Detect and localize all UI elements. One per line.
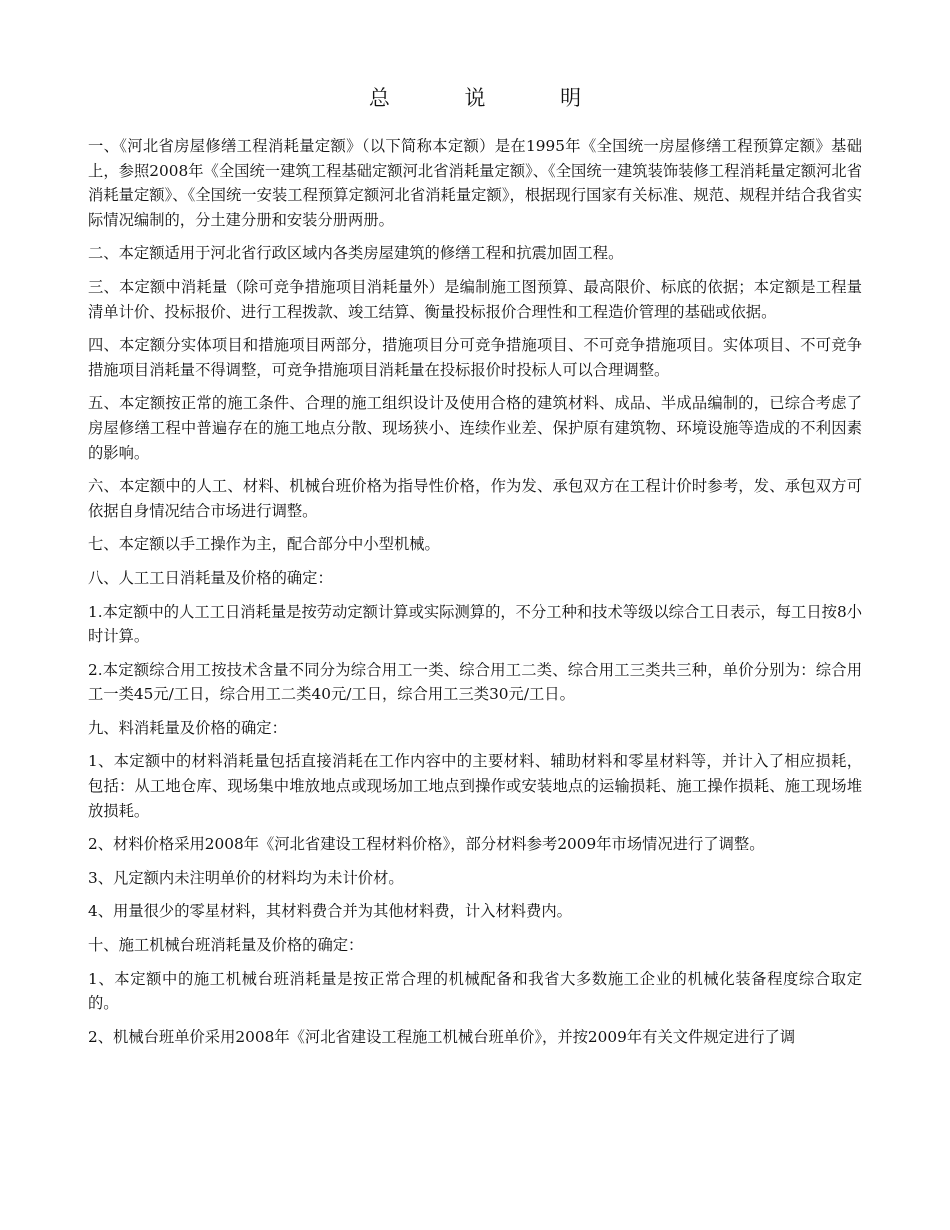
paragraph-9: 1.本定额中的人工工日消耗量是按劳动定额计算或实际测算的，不分工种和技术等级以综合工日表示，每工日按8小时计算。 xyxy=(88,602,862,646)
paragraph-15: 4、用量很少的零星材料，其材料费合并为其他材料费，计入材料费内。 xyxy=(88,902,572,921)
paragraph-10: 2.本定额综合用工按技术含量不同分为综合用工一类、综合用工二类、综合用工三类共三种，单价分别为：综合用工一类45元/工日，综合用工二类40元/工日，综合用工三类30元/工日。 xyxy=(88,660,862,704)
paragraph-14: 3、凡定额内未注明单价的材料均为未计价材。 xyxy=(88,868,404,887)
paragraph-7: 七、本定额以手工操作为主，配合部分中小型机械。 xyxy=(88,535,440,554)
paragraph-13: 2、材料价格采用2008年《河北省建设工程材料价格》，部分材料参考2009年市场情况进行了调整。 xyxy=(88,835,765,854)
paragraph-2: 二、本定额适用于河北省行政区域内各类房屋建筑的修缮工程和抗震加固工程。 xyxy=(88,244,624,263)
paragraph-4: 四、本定额分实体项目和措施项目两部分，措施项目分可竞争措施项目、不可竞争措施项目。实体项目、不可竞争措施项目消耗量不得调整，可竞争措施项目消耗量在投标报价时投标人可以合理调整。 xyxy=(88,336,862,379)
paragraph-16: 十、施工机械台班消耗量及价格的确定： xyxy=(88,936,364,955)
paragraph-8: 八、人工工日消耗量及价格的确定： xyxy=(88,568,333,587)
paragraph-18: 2、机械台班单价采用2008年《河北省建设工程施工机械台班单价》，并按2009年有关文件规定进行了调 xyxy=(88,1027,796,1046)
paragraph-11: 九、料消耗量及价格的确定： xyxy=(88,718,287,737)
paragraph-5: 五、本定额按正常的施工条件、合理的施工组织设计及使用合格的建筑材料、成品、半成品编制的，已综合考虑了房屋修缮工程中普遍存在的施工地点分散、现场狭小、连续作业差、保护原有建筑物、环境设施等造成的不利因素的影响。 xyxy=(88,394,862,462)
paragraph-6: 六、本定额中的人工、材料、机械台班价格为指导性价格，作为发、承包双方在工程计价时参考，发、承包双方可依据自身情况结合市场进行调整。 xyxy=(88,477,862,520)
paragraph-3: 三、本定额中消耗量（除可竞争措施项目消耗量外）是编制施工图预算、最高限价、标底的依据；本定额是工程量清单计价、投标报价、进行工程拨款、竣工结算、衡量投标报价合理性和工程造价管理的基础或依据。 xyxy=(88,277,862,321)
page-title: 总 说 明 xyxy=(368,86,616,110)
body-text xyxy=(88,134,862,1049)
paragraph-1: 一、《河北省房屋修缮工程消耗量定额》（以下简称本定额）是在1995年《全国统一房屋修缮工程预算定额》基础上，参照2008年《全国统一建筑工程基础定额河北省消耗量定额》、《全国统一建筑装饰装修工程消耗量定额河北省消耗量定额》、《全国统一安装工程预算定额河北省消耗量定额》，根据现行国家有关标准、规范、规程并结合我省实际情况编制的，分土建分册和安装分册两册。 xyxy=(88,137,862,229)
document-page xyxy=(88,82,862,1058)
paragraph-12: 1、本定额中的材料消耗量包括直接消耗在工作内容中的主要材料、辅助材料和零星材料等，并计入了相应损耗，包括：从工地仓库、现场集中堆放地点或现场加工地点到操作或安装地点的运输损耗、施工操作损耗、施工现场堆放损耗。 xyxy=(88,752,862,820)
paragraph-17: 1、本定额中的施工机械台班消耗量是按正常合理的机械配备和我省大多数施工企业的机械化装备程度综合取定的。 xyxy=(88,969,862,1013)
